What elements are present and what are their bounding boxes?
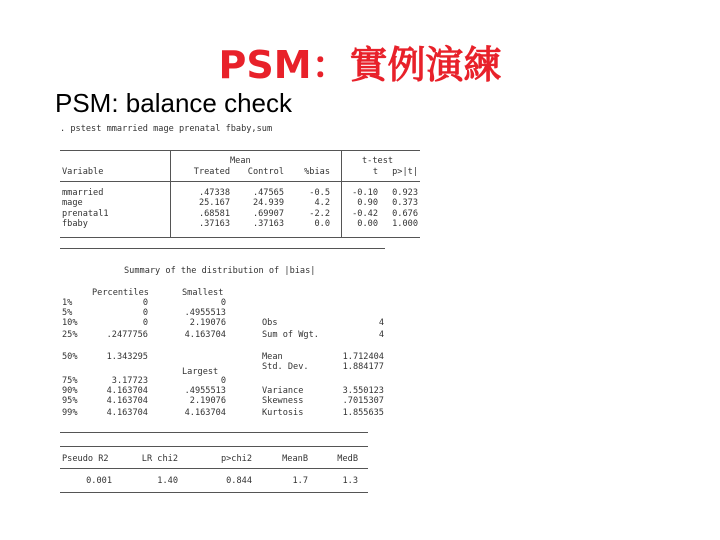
percentile-label: 10% bbox=[62, 318, 78, 328]
table-cell: .47565 bbox=[252, 188, 284, 198]
table-cell: 1.000 bbox=[392, 219, 418, 230]
extreme-value: 0 bbox=[220, 298, 226, 308]
row-variable-name: mage bbox=[62, 198, 83, 209]
page-title: PSM：實例演練 bbox=[218, 43, 502, 87]
percentile-label: 5% bbox=[62, 308, 73, 318]
stat-value: 1.884177 bbox=[342, 362, 384, 372]
percentile-value: 4.163704 bbox=[106, 386, 148, 396]
table-cell: .47338 bbox=[198, 188, 230, 198]
extreme-value: .4955513 bbox=[184, 386, 226, 396]
extreme-value: .4955513 bbox=[184, 308, 226, 318]
stat-label: Obs bbox=[262, 318, 278, 328]
stat-value: 4 bbox=[378, 318, 384, 328]
stat-label: Variance bbox=[262, 386, 304, 396]
fit-value: 0.844 bbox=[226, 476, 252, 486]
mean-group-header: Mean bbox=[230, 156, 251, 166]
stat-label: Std. Dev. bbox=[262, 362, 309, 372]
percentile-value: .2477756 bbox=[106, 330, 148, 340]
column-separator bbox=[170, 150, 171, 238]
column-header: Variable bbox=[62, 167, 104, 177]
column-header: p>|t| bbox=[392, 167, 418, 177]
rule-line bbox=[60, 181, 420, 182]
rule-line bbox=[60, 446, 368, 447]
percentile-value: 4.163704 bbox=[106, 408, 148, 418]
fit-column-header: MedB bbox=[337, 454, 358, 464]
rule-line bbox=[60, 150, 420, 151]
rule-line bbox=[60, 468, 368, 469]
table-cell: -0.5 bbox=[309, 188, 330, 198]
column-header: %bias bbox=[304, 167, 330, 177]
fit-value: 1.3 bbox=[342, 476, 358, 486]
row-variable-name: prenatal1 bbox=[62, 208, 109, 219]
percentile-label: 99% bbox=[62, 408, 78, 418]
ttest-group-header: t-test bbox=[362, 156, 394, 166]
stat-label: Sum of Wgt. bbox=[262, 330, 319, 340]
rule-line bbox=[60, 248, 385, 249]
table-cell: -2.2 bbox=[309, 208, 330, 219]
percentile-label: 25% bbox=[62, 330, 78, 340]
table-cell: .37163 bbox=[198, 219, 230, 230]
fit-column-header: Pseudo R2 bbox=[62, 454, 109, 464]
page-subtitle: PSM: balance check bbox=[55, 88, 293, 118]
fit-column-header: p>chi2 bbox=[220, 454, 252, 464]
table-cell: .68581 bbox=[198, 208, 230, 219]
percentile-label: 75% bbox=[62, 376, 78, 386]
fit-column-header: LR chi2 bbox=[141, 454, 178, 464]
column-header: Treated bbox=[193, 167, 230, 177]
stat-value: 1.712404 bbox=[342, 352, 384, 362]
percentile-label: 90% bbox=[62, 386, 78, 396]
column-header: Control bbox=[247, 167, 284, 177]
percentile-value: 3.17723 bbox=[111, 376, 148, 386]
stat-value: 4 bbox=[378, 330, 384, 340]
rule-line bbox=[60, 432, 368, 433]
table-cell: 0.923 bbox=[392, 188, 418, 198]
fit-value: 1.7 bbox=[292, 476, 308, 486]
percentile-value: 4.163704 bbox=[106, 396, 148, 406]
stata-command: . pstest mmarried mage prenatal fbaby,sum bbox=[60, 124, 273, 134]
smallest-header: Smallest bbox=[182, 288, 224, 298]
stat-value: 1.855635 bbox=[342, 408, 384, 418]
table-cell: 4.2 bbox=[314, 198, 330, 209]
stat-label: Kurtosis bbox=[262, 408, 304, 418]
fit-value: 1.40 bbox=[157, 476, 178, 486]
stat-value: 3.550123 bbox=[342, 386, 384, 396]
table-cell: 0.676 bbox=[392, 208, 418, 219]
percentile-value: 1.343295 bbox=[106, 352, 148, 362]
percentile-value: 0 bbox=[142, 318, 148, 328]
extreme-value: 4.163704 bbox=[184, 330, 226, 340]
fit-value: 0.001 bbox=[86, 476, 112, 486]
percentile-label: 1% bbox=[62, 298, 73, 308]
row-variable-name: mmarried bbox=[62, 188, 104, 198]
percentile-label: 95% bbox=[62, 396, 78, 406]
row-variable-name: fbaby bbox=[62, 219, 88, 230]
stat-label: Mean bbox=[262, 352, 283, 362]
column-header: t bbox=[372, 167, 378, 177]
largest-header: Largest bbox=[182, 367, 219, 377]
table-cell: 0.373 bbox=[392, 198, 418, 209]
table-cell: -0.10 bbox=[352, 188, 378, 198]
percentiles-header: Percentiles bbox=[92, 288, 149, 298]
stat-label: Skewness bbox=[262, 396, 304, 406]
rule-line bbox=[60, 492, 368, 493]
fit-column-header: MeanB bbox=[282, 454, 308, 464]
percentile-value: 0 bbox=[142, 308, 148, 318]
table-cell: .69907 bbox=[252, 208, 284, 219]
table-cell: 24.939 bbox=[252, 198, 284, 209]
table-cell: -0.42 bbox=[352, 208, 378, 219]
table-cell: 0.90 bbox=[357, 198, 378, 209]
rule-line bbox=[60, 237, 420, 238]
table-cell: .37163 bbox=[252, 219, 284, 230]
extreme-value: 0 bbox=[220, 376, 226, 386]
table-cell: 25.167 bbox=[198, 198, 230, 209]
table-cell: 0.00 bbox=[357, 219, 378, 230]
extreme-value: 4.163704 bbox=[184, 408, 226, 418]
table-cell: 0.0 bbox=[314, 219, 330, 230]
extreme-value: 2.19076 bbox=[189, 396, 226, 406]
extreme-value: 2.19076 bbox=[189, 318, 226, 328]
stat-value: .7015307 bbox=[342, 396, 384, 406]
percentile-label: 50% bbox=[62, 352, 78, 362]
percentile-value: 0 bbox=[142, 298, 148, 308]
summary-title: Summary of the distribution of |bias| bbox=[124, 266, 316, 276]
